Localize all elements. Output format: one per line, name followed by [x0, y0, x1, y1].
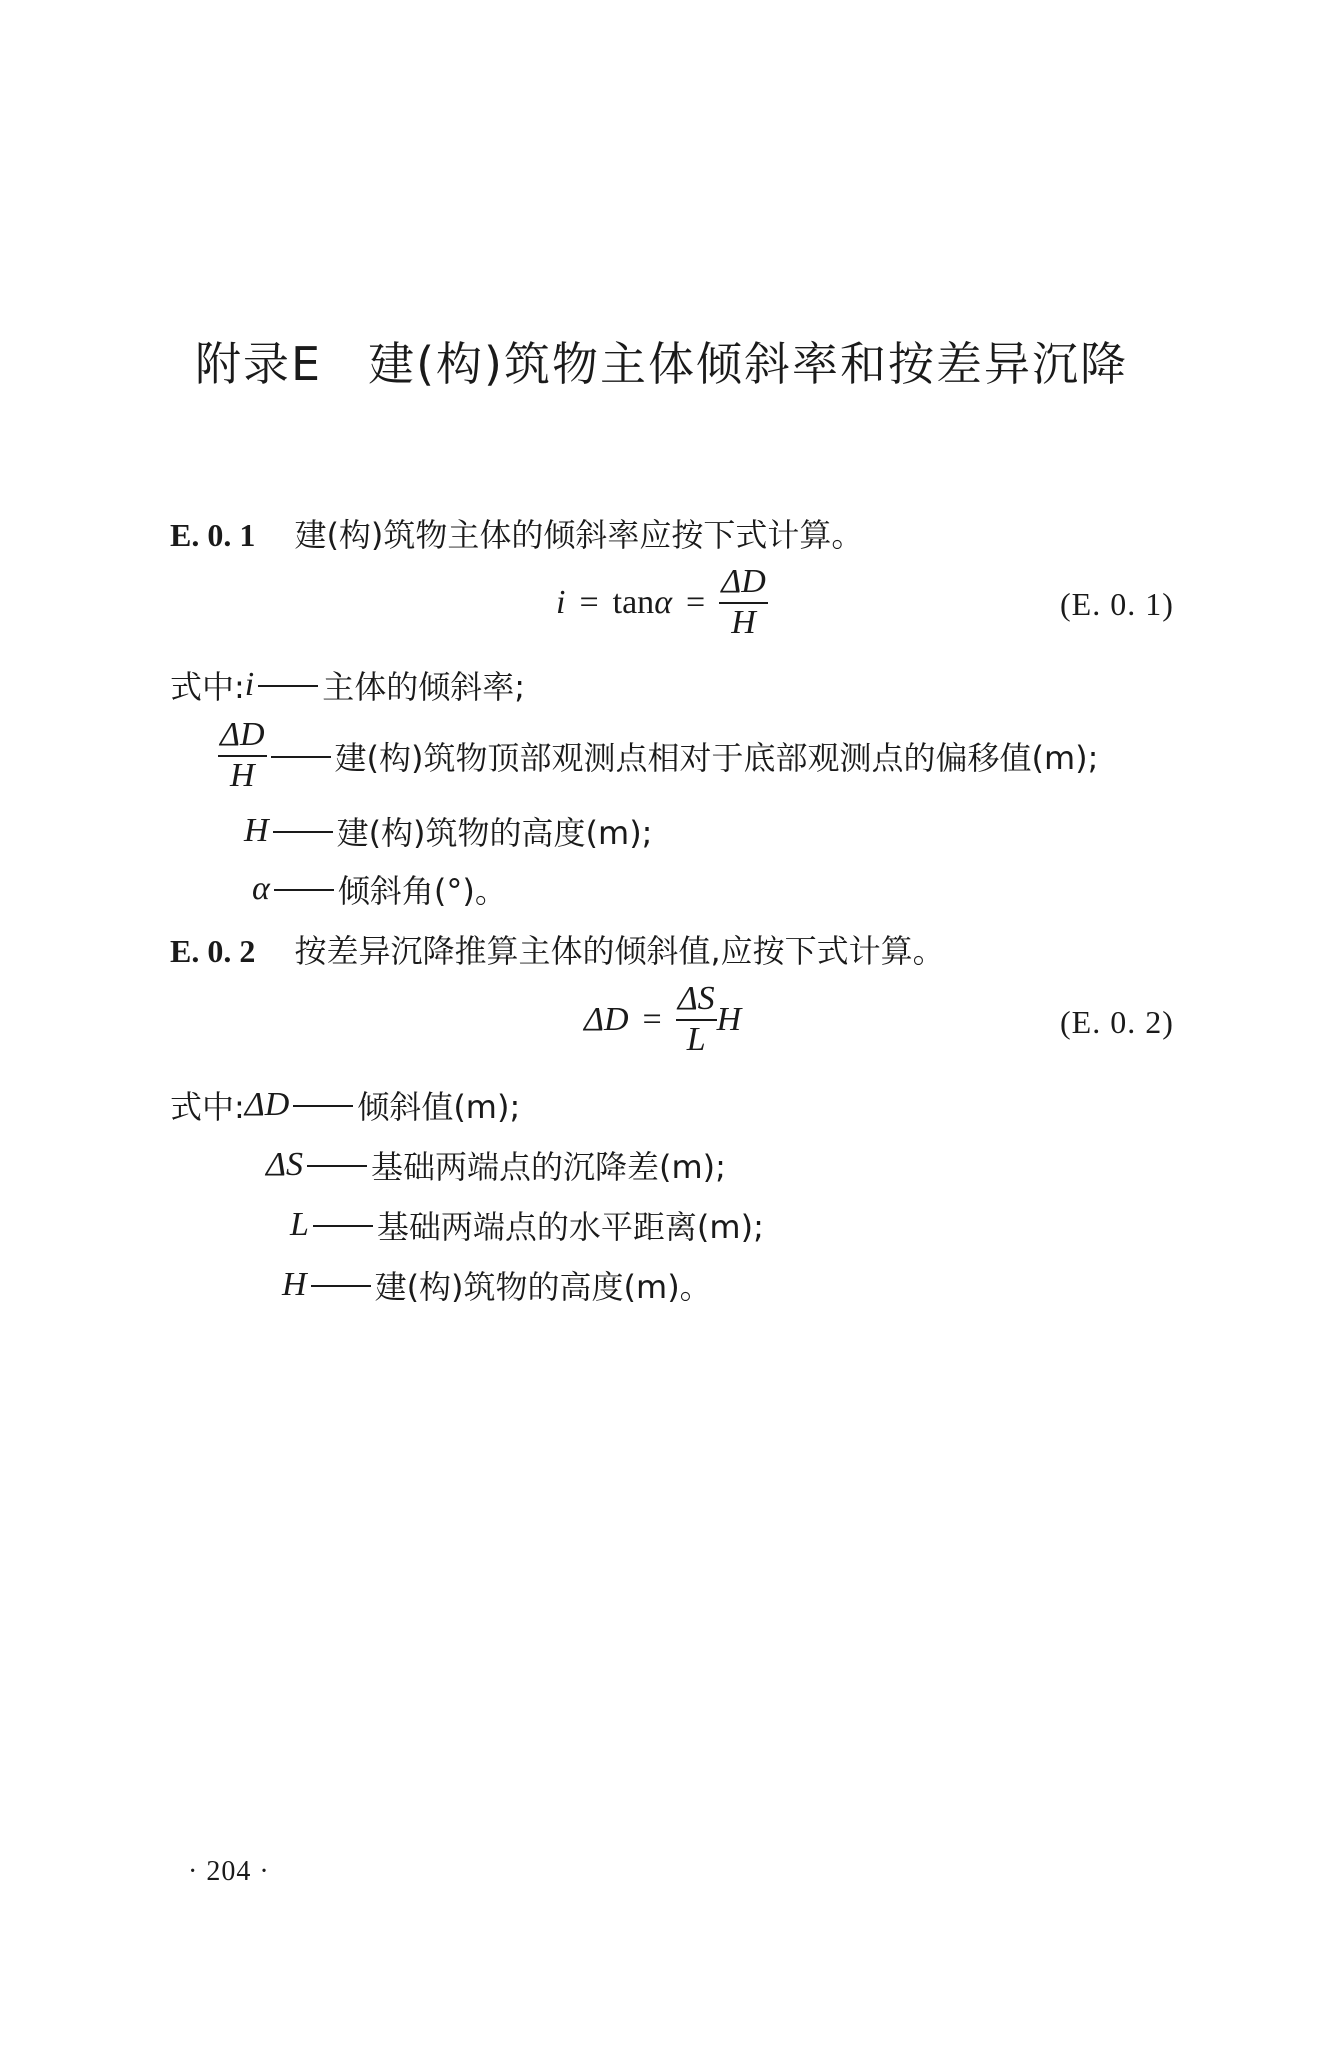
definition-dash: [273, 831, 333, 833]
definition-row: [266, 1142, 726, 1188]
formula-tan: tan: [612, 583, 655, 621]
formula-fraction: [676, 982, 717, 1057]
formula-lhs: ΔD: [584, 1000, 629, 1038]
formula-alpha: α: [654, 583, 673, 621]
definition-symbol: ΔD: [244, 1086, 290, 1123]
fraction-denominator: H: [731, 604, 756, 641]
definition-symbol: L: [290, 1206, 309, 1243]
where-label: 式中:: [170, 1088, 245, 1126]
definition-dash: [293, 1105, 353, 1107]
clause-text: 按差异沉降推算主体的倾斜值,应按下式计算。: [294, 932, 945, 970]
definition-text: 建(构)筑物顶部观测点相对于底部观测点的偏移值(m);: [334, 738, 1099, 777]
appendix-title: [195, 328, 1128, 394]
definition-text: 倾斜值(m);: [357, 1088, 521, 1126]
formula-equals: =: [579, 583, 599, 621]
definition-row: [170, 662, 525, 708]
definition-dash: [313, 1225, 373, 1227]
definition-row: [170, 1082, 520, 1128]
definition-text: 基础两端点的沉降差(m);: [370, 1148, 726, 1186]
definition-symbol: α: [252, 870, 270, 907]
definition-text: 主体的倾斜率;: [322, 668, 526, 706]
formula-e-0-2: [584, 982, 741, 1057]
definition-text: 建(构)筑物的高度(m);: [336, 814, 653, 852]
clause-text: 建(构)筑物主体的倾斜率应按下式计算。: [294, 516, 864, 554]
definition-dash: [307, 1165, 367, 1167]
fraction-numerator: ΔD: [721, 563, 766, 600]
formula-e-0-1: [556, 565, 768, 640]
definition-symbol: H: [244, 812, 269, 849]
definition-dash: [311, 1285, 371, 1287]
definition-text: 建(构)筑物的高度(m)。: [374, 1268, 712, 1306]
formula-fraction: [719, 565, 768, 640]
clause-number: E. 0. 1: [170, 517, 256, 553]
definition-text: 基础两端点的水平距离(m);: [376, 1208, 764, 1246]
definition-row: [244, 808, 652, 854]
definition-symbol: ΔS: [266, 1146, 303, 1183]
clause-e-0-2-heading: [170, 926, 945, 972]
definition-symbol-fraction: [218, 718, 267, 793]
formula-equals: =: [642, 1000, 662, 1038]
definition-dash: [271, 756, 331, 758]
clause-number: E. 0. 2: [170, 933, 256, 969]
where-label: 式中:: [170, 668, 245, 706]
formula-lhs: i: [556, 583, 566, 621]
definition-row: [282, 1262, 712, 1308]
formula-tail: H: [716, 1000, 742, 1038]
appendix-title-text: 建(构)筑物主体倾斜率和按差异沉降: [368, 337, 1128, 391]
page-number: · 204 ·: [188, 1856, 270, 1887]
formula-equals: =: [686, 583, 706, 621]
appendix-title-prefix: 附录E: [195, 337, 323, 391]
equation-number: (E. 0. 1): [1060, 586, 1174, 622]
fraction-numerator: ΔS: [677, 980, 715, 1017]
fraction-denominator: H: [229, 757, 255, 794]
definition-dash: [274, 889, 334, 891]
equation-number: (E. 0. 2): [1060, 1004, 1174, 1040]
fraction-denominator: L: [686, 1021, 706, 1058]
fraction-numerator: ΔD: [220, 716, 265, 753]
definition-dash: [258, 685, 318, 687]
definition-row: [252, 866, 507, 912]
definition-row: [290, 1202, 764, 1248]
definition-symbol: i: [244, 666, 255, 703]
clause-e-0-1-heading: [170, 510, 863, 556]
definition-text: 倾斜角(°)。: [337, 872, 507, 910]
definition-row: [218, 718, 1098, 793]
definition-symbol: H: [282, 1266, 307, 1303]
